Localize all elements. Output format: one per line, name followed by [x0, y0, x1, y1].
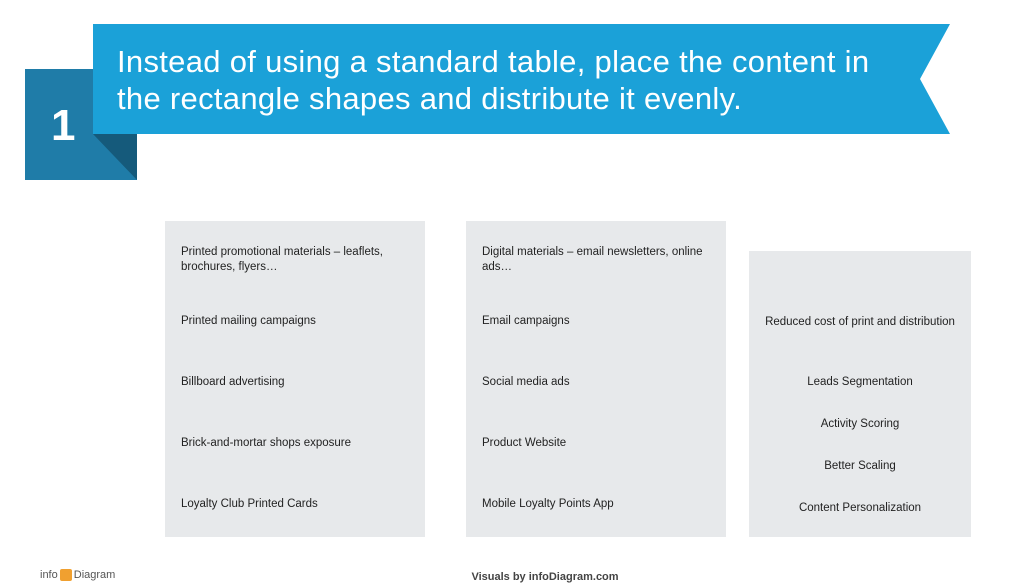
list-item: Leads Segmentation	[807, 376, 913, 388]
list-item: Reduced cost of print and distribution	[765, 316, 955, 328]
panel-traditional	[165, 221, 425, 537]
step-number: 1	[51, 101, 76, 150]
list-item: Brick-and-mortar shops exposure	[181, 437, 352, 449]
list-item: Activity Scoring	[820, 418, 900, 430]
list-item: Email campaigns	[482, 315, 570, 327]
footer-credit: Visuals by infoDiagram.com	[471, 571, 619, 583]
list-item: Social media ads	[482, 376, 570, 388]
panel-benefits	[749, 251, 971, 537]
list-item: Loyalty Club Printed Cards	[181, 498, 318, 510]
list-item: Content Personalization	[798, 502, 922, 514]
list-item: Product Website	[482, 437, 567, 449]
list-item: Digital materials – email newsletters, online ads…	[482, 246, 703, 273]
logo-left-text: info	[40, 569, 58, 581]
panel-digital	[466, 221, 726, 537]
banner-text: Instead of using a standard table, place the content in the rectangle shapes and distribute it evenly.	[117, 44, 870, 116]
list-item: Printed mailing campaigns	[181, 315, 316, 327]
list-item: Mobile Loyalty Points App	[482, 498, 614, 510]
list-item: Billboard advertising	[181, 376, 285, 388]
logo-right-text: Diagram	[73, 569, 116, 581]
list-item: Better Scaling	[824, 460, 896, 472]
list-item: Printed promotional materials – leaflets, brochures, flyers…	[181, 246, 383, 273]
